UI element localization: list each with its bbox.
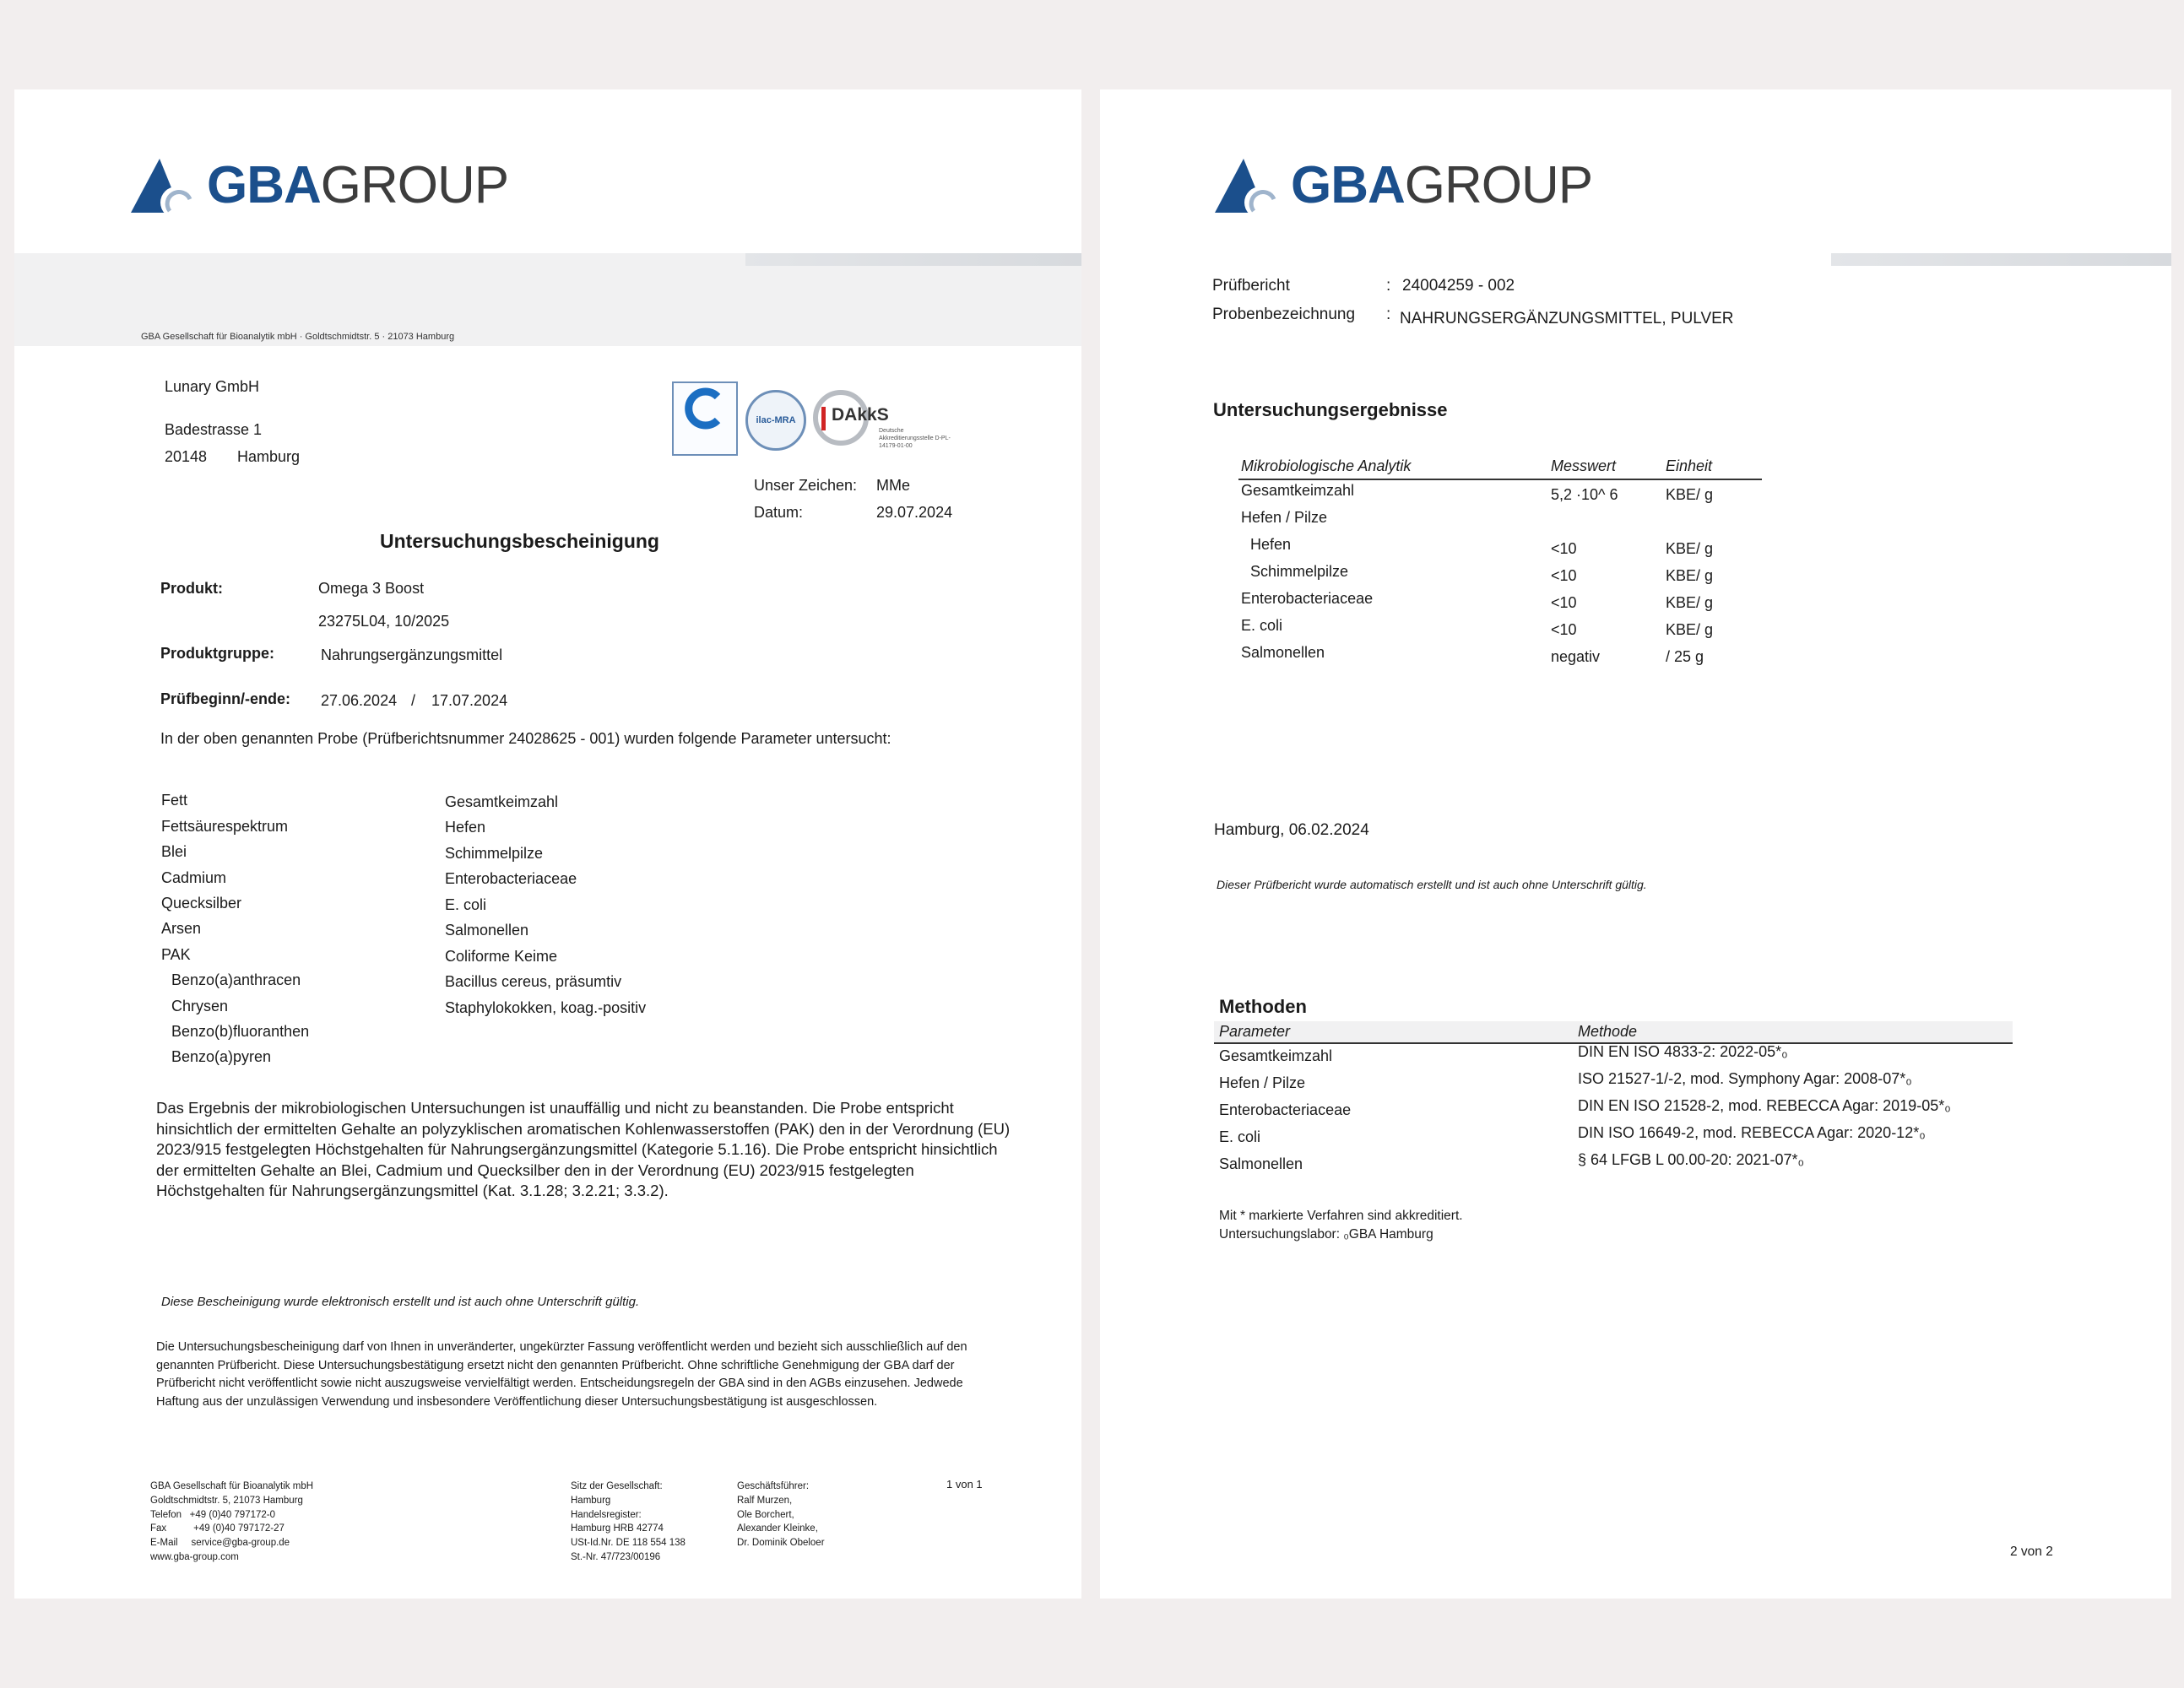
methods-header-parameter: Parameter bbox=[1219, 1023, 1291, 1040]
param-right: Coliforme Keime bbox=[445, 948, 558, 965]
footer-company: GBA Gesellschaft für Bioanalytik mbH Goldtschmidtstr. 5, 21073 Hamburg Telefon +49 (0)40 797172-0 Fax +49 (0)40 797172-27 E-Mail service@gba-group.de www.gba-group.com bbox=[150, 1481, 314, 1562]
param-right: Schimmelpilze bbox=[445, 845, 544, 862]
methods-param: E. coli bbox=[1219, 1128, 1261, 1145]
param-left: Fett bbox=[161, 792, 188, 809]
methods-param: Hefen / Pilze bbox=[1219, 1074, 1306, 1091]
intro-text: In der oben genannten Probe (Prüfberichtsnummer 24028625 - 001) wurden folgende Parameter untersucht: bbox=[160, 730, 891, 747]
param-right: Salmonellen bbox=[445, 922, 529, 939]
results-param: Hefen bbox=[1250, 536, 1292, 553]
results-unit: KBE/ g bbox=[1666, 567, 1714, 584]
reference-label: Unser Zeichen: bbox=[754, 477, 858, 494]
product-batch: 23275L04, 10/2025 bbox=[318, 613, 450, 630]
date-value: 29.07.2024 bbox=[876, 504, 953, 521]
results-value: negativ bbox=[1551, 648, 1601, 665]
methods-param: Enterobacteriaceae bbox=[1219, 1101, 1352, 1118]
product-name: Omega 3 Boost bbox=[318, 580, 425, 597]
results-header-unit: Einheit bbox=[1666, 457, 1713, 474]
param-right: E. coli bbox=[445, 896, 487, 913]
page-number: 2 von 2 bbox=[2010, 1545, 2053, 1559]
param-right: Hefen bbox=[445, 819, 486, 836]
param-left: Arsen bbox=[161, 920, 202, 937]
methods-title: Methoden bbox=[1219, 996, 1307, 1017]
sample-colon: : bbox=[1386, 306, 1391, 323]
param-left: Cadmium bbox=[161, 869, 227, 886]
gba-logo-mark-icon bbox=[131, 157, 198, 214]
param-left: Fettsäurespektrum bbox=[161, 818, 289, 835]
results-unit: KBE/ g bbox=[1666, 621, 1714, 638]
results-title: Untersuchungsergebnisse bbox=[1213, 399, 1448, 420]
recipient-zip: 20148 bbox=[165, 448, 208, 465]
methods-method: DIN EN ISO 4833-2: 2022-05*₀ bbox=[1578, 1043, 1788, 1060]
methods-method: ISO 21527-1/-2, mod. Symphony Agar: 2008-07*₀ bbox=[1578, 1070, 1912, 1087]
footer-management: Geschäftsführer: Ralf Murzen, Ole Borchert, Alexander Kleinke, Dr. Dominik Obeloer bbox=[737, 1481, 825, 1549]
auto-note: Dieser Prüfbericht wurde automatisch erstellt und ist auch ohne Unterschrift gültig. bbox=[1217, 878, 1647, 891]
electronic-note: Diese Bescheinigung wurde elektronisch erstellt und ist auch ohne Unterschrift gültig. bbox=[161, 1295, 640, 1309]
results-param: E. coli bbox=[1241, 617, 1283, 634]
results-value: <10 bbox=[1551, 567, 1577, 584]
results-value: <10 bbox=[1551, 594, 1577, 611]
test-period-end: 17.07.2024 bbox=[431, 692, 508, 709]
methods-method: DIN EN ISO 21528-2, mod. REBECCA Agar: 2019-05*₀ bbox=[1578, 1097, 1951, 1114]
product-group-label: Produktgruppe: bbox=[160, 645, 274, 662]
disclaimer-text: Die Untersuchungsbescheinigung darf von Ihnen in unveränderter, ungekürzter Fassung veröffentlicht werden und bezieht sich ausschließlich auf den genannten Prüfbericht. Diese Untersuchungsbestätigung ersetzt nicht den genannten Prüfbericht. Ohne schriftliche Genehmigung der GBA darf der Prüfbericht nicht veröffentlicht sowie nicht auszugsweise vervielfältigt werden. Entscheidungsregeln der GBA sind in den AGBs einzusehen. Jedwede Haftung aus der unzulässigen Verwendung und insbesondere Veröffentlichung dieser Untersuchungsbestätigung ist ausgeschlossen. bbox=[156, 1340, 967, 1409]
results-param: Schimmelpilze bbox=[1250, 563, 1349, 580]
results-unit: KBE/ g bbox=[1666, 486, 1714, 503]
param-right: Bacillus cereus, präsumtiv bbox=[445, 973, 622, 990]
report-number-colon: : bbox=[1386, 277, 1391, 295]
recipient-name: Lunary GmbH bbox=[165, 378, 260, 395]
food-seal-icon bbox=[672, 381, 738, 456]
methods-method: DIN ISO 16649-2, mod. REBECCA Agar: 2020-12*₀ bbox=[1578, 1124, 1926, 1141]
test-period-start: 27.06.2024 bbox=[321, 692, 398, 709]
param-left: Blei bbox=[161, 843, 187, 860]
results-summary: Das Ergebnis der mikrobiologischen Untersuchungen ist unauffällig und nicht zu beanstanden. Die Probe entspricht hinsichtlich der ermittelten Gehalte an polyzyklischen aromatischen Kohlenwasserstoffen (PAK) den in der Verordnung (EU) 2023/915 festgelegten Höchstgehalten für Nahrungsergänzungsmittel (Kategorie 5.1.16). Die Probe entspricht hinsichtlich der ermittelten Gehalte an Blei, Cadmium und Quecksilber den in der Verordnung (EU) 2023/915 festgelegten Höchstgehalten für Nahrungsergänzungsmittel (Kat. 3.1.28; 3.2.21; 3.3.2). bbox=[156, 1099, 1011, 1199]
sender-address-line: GBA Gesellschaft für Bioanalytik mbH · Goldtschmidtstr. 5 · 21073 Hamburg bbox=[141, 332, 455, 342]
param-left: Quecksilber bbox=[161, 895, 242, 912]
param-right: Gesamtkeimzahl bbox=[445, 793, 559, 810]
sample-label: Probenbezeichnung bbox=[1212, 306, 1356, 323]
methods-header-method: Methode bbox=[1578, 1023, 1638, 1040]
results-value: <10 bbox=[1551, 621, 1577, 638]
place-date: Hamburg, 06.02.2024 bbox=[1214, 821, 1369, 839]
methods-param: Gesamtkeimzahl bbox=[1219, 1047, 1333, 1064]
report-number-label: Prüfbericht bbox=[1212, 277, 1290, 295]
results-unit: KBE/ g bbox=[1666, 540, 1714, 557]
footer-registry: Sitz der Gesellschaft: Hamburg Handelsregister: Hamburg HRB 42774 USt-Id.Nr. DE 118 554 138 St.-Nr. 47/723/00196 bbox=[571, 1481, 686, 1562]
results-param: Gesamtkeimzahl bbox=[1241, 482, 1355, 499]
results-param: Salmonellen bbox=[1241, 644, 1325, 661]
lab-note: Untersuchungslabor: ₀GBA Hamburg bbox=[1219, 1227, 1433, 1242]
param-right: Enterobacteriaceae bbox=[445, 870, 577, 887]
dakks-seal-icon: DAkkS Deutsche Akkreditierungsstelle D-PL-14179-01-00 bbox=[811, 388, 955, 456]
results-unit: KBE/ g bbox=[1666, 594, 1714, 611]
results-param: Hefen / Pilze bbox=[1241, 509, 1328, 526]
test-period-separator: / bbox=[411, 692, 416, 709]
accredited-note: Mit * markierte Verfahren sind akkreditiert. bbox=[1219, 1209, 1463, 1223]
sample-value: NAHRUNGSERGÄNZUNGSMITTEL, PULVER bbox=[1400, 310, 1734, 327]
results-unit: / 25 g bbox=[1666, 648, 1704, 665]
methods-param: Salmonellen bbox=[1219, 1155, 1303, 1172]
param-left: PAK bbox=[161, 946, 191, 963]
param-right: Staphylokokken, koag.-positiv bbox=[445, 999, 647, 1016]
results-param: Enterobacteriaceae bbox=[1241, 590, 1374, 607]
param-left: Benzo(a)pyren bbox=[171, 1048, 272, 1065]
document-title: Untersuchungsbescheinigung bbox=[380, 530, 659, 552]
gba-logo: GBAGROUP bbox=[1215, 157, 1592, 214]
methods-method: § 64 LFGB L 00.00-20: 2021-07*₀ bbox=[1578, 1151, 1804, 1168]
page-number: 1 von 1 bbox=[946, 1478, 983, 1491]
certificate-page bbox=[14, 89, 1081, 1599]
param-left: Benzo(a)anthracen bbox=[171, 971, 301, 988]
results-header-analytics: Mikrobiologische Analytik bbox=[1241, 457, 1412, 474]
gba-logo: GBAGROUP bbox=[131, 157, 508, 214]
results-header-value: Messwert bbox=[1551, 457, 1617, 474]
report-number-value: 24004259 - 002 bbox=[1402, 277, 1515, 295]
product-label: Produkt: bbox=[160, 580, 223, 597]
results-value: <10 bbox=[1551, 540, 1577, 557]
param-left: Chrysen bbox=[171, 998, 229, 1014]
reference-value: MMe bbox=[876, 477, 910, 494]
test-report-page bbox=[1100, 89, 2171, 1599]
gba-logo-mark-icon bbox=[1215, 157, 1282, 214]
ilac-mra-seal-icon: ilac-MRA bbox=[745, 390, 806, 451]
product-group-value: Nahrungsergänzungsmittel bbox=[321, 647, 503, 663]
recipient-city: Hamburg bbox=[237, 448, 301, 465]
date-label: Datum: bbox=[754, 504, 804, 521]
recipient-street: Badestrasse 1 bbox=[165, 421, 263, 438]
param-left: Benzo(b)fluoranthen bbox=[171, 1023, 310, 1040]
results-value: 5,2 ·10^ 6 bbox=[1551, 486, 1618, 503]
test-period-label: Prüfbeginn/-ende: bbox=[160, 690, 290, 707]
